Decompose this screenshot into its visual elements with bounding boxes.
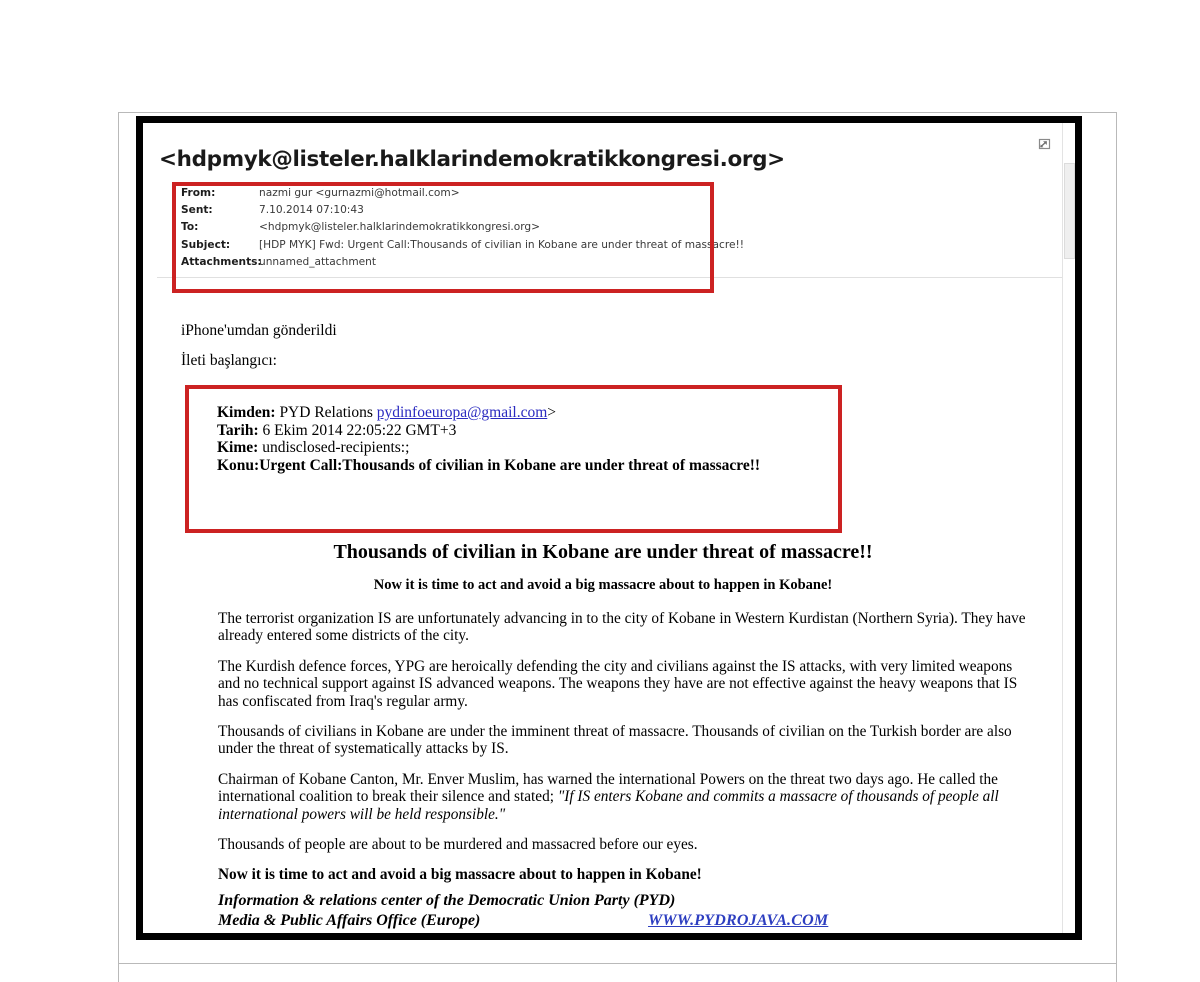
signature-line-2: Media & Public Affairs Office (Europe) — [218, 912, 481, 929]
header-label-subject: Subject: — [181, 238, 231, 251]
email-header-fields — [181, 187, 745, 273]
message-body — [218, 610, 1038, 897]
forwarded-label-date: Tarih: — [217, 421, 259, 439]
header-value-sent: 7.10.2014 07:10:43 — [259, 204, 364, 217]
body-paragraph-3: Thousands of civilians in Kobane are under the imminent threat of massacre. Thousands of civilian on the Turkish border are also under the threat of systematically attacks by IS. — [218, 723, 1012, 758]
header-value-attachments[interactable]: unnamed_attachment — [259, 255, 377, 268]
body-paragraph-murdered: Thousands of people are about to be murdered and massacred before our eyes. — [218, 836, 698, 854]
header-value-from: nazmi gur <gurnazmi@hotmail.com> — [259, 187, 460, 199]
header-row-from — [181, 187, 741, 204]
forwarded-from-email-link[interactable]: pydinfoeuropa@gmail.com — [376, 404, 548, 421]
email-viewer-window — [136, 116, 1082, 940]
header-value-to: <hdpmyk@listeler.halklarindemokratikkongresi.org> — [259, 221, 541, 234]
header-label-from: From: — [181, 187, 216, 199]
signature-line-1-row — [218, 891, 1048, 911]
scrollbar-thumb[interactable] — [1064, 163, 1075, 259]
email-address-title: <hdpmyk@listeler.halklarindemokratikkongresi.org> — [159, 147, 785, 172]
body-paragraph-2: The Kurdish defence forces, YPG are heroically defending the city and civilians against the IS attacks, with very limited weapons and no technical support against IS advanced weapons. The weapons they have are not effective against the heavy weapons that IS has confiscated from Iraq's regular army. — [218, 657, 1018, 710]
forwarded-label-to: Kime: — [217, 439, 259, 457]
header-divider — [157, 277, 1065, 278]
message-title: Thousands of civilian in Kobane are under threat of massacre!! — [333, 541, 873, 563]
signature-block — [218, 891, 1048, 931]
forward-intro-label: İleti başlangıcı: — [181, 352, 277, 369]
vertical-scrollbar[interactable] — [1062, 123, 1075, 933]
website-link[interactable]: WWW.PYDROJAVA.COM — [648, 912, 829, 929]
header-row-attachments — [181, 256, 741, 273]
email-viewer-content — [143, 123, 1075, 933]
forwarded-value-to: undisclosed-recipients:; — [262, 439, 410, 457]
header-label-to: To: — [181, 221, 199, 234]
body-call-to-action: Now it is time to act and avoid a big massacre about to happen in Kobane! — [218, 866, 702, 884]
chairman-quote: "If IS enters Kobane and commits a massacre of thousands of people all international powers will be held responsible." — [218, 788, 999, 823]
header-label-sent: Sent: — [181, 204, 213, 217]
signature-line-2-row — [218, 911, 1048, 931]
forwarded-row-subject: Konu:Urgent Call:Thousands of civilian in Kobane are under threat of massacre!! — [217, 456, 761, 474]
forwarded-row-to — [217, 439, 760, 457]
forwarded-headers-block — [217, 404, 760, 474]
header-row-sent — [181, 204, 741, 221]
forwarded-from-bracket: > — [547, 404, 557, 421]
header-label-attachments: Attachments: — [181, 255, 262, 268]
sent-from-device-note: iPhone'umdan gönderildi — [181, 322, 337, 339]
forwarded-row-date — [217, 422, 760, 440]
chairman-text: Chairman of Kobane Canton, Mr. Enver Muslim, has warned the international Powers on the threat two days ago. He called the international coalition to break their silence and stated; — [218, 770, 998, 806]
document-page-bottom-edge — [118, 963, 1117, 964]
popout-expand-icon[interactable] — [1035, 138, 1051, 154]
message-subtitle: Now it is time to act and avoid a big massacre about to happen in Kobane! — [373, 577, 833, 593]
broken-image-icon — [221, 936, 235, 940]
forwarded-label-from: Kimden: — [217, 404, 276, 421]
forwarded-value-from: PYD Relations — [279, 404, 377, 421]
body-paragraph-1: The terrorist organization IS are unfortunately advancing in to the city of Kobane in Western Kurdistan (Northern Syria). They have already entered some districts of the city. — [218, 610, 1026, 645]
header-row-to — [181, 221, 741, 238]
header-value-subject: [HDP MYK] Fwd: Urgent Call:Thousands of civilian in Kobane are under threat of massacre!! — [259, 238, 745, 251]
forwarded-row-from — [217, 404, 760, 422]
header-row-subject — [181, 238, 745, 256]
body-paragraph-chairman — [218, 771, 1038, 823]
signature-line-1: Information & relations center of the Democratic Union Party (PYD) — [218, 892, 676, 909]
broken-image-placeholder — [217, 933, 337, 940]
forwarded-value-date: 6 Ekim 2014 22:05:22 GMT+3 — [262, 421, 457, 439]
